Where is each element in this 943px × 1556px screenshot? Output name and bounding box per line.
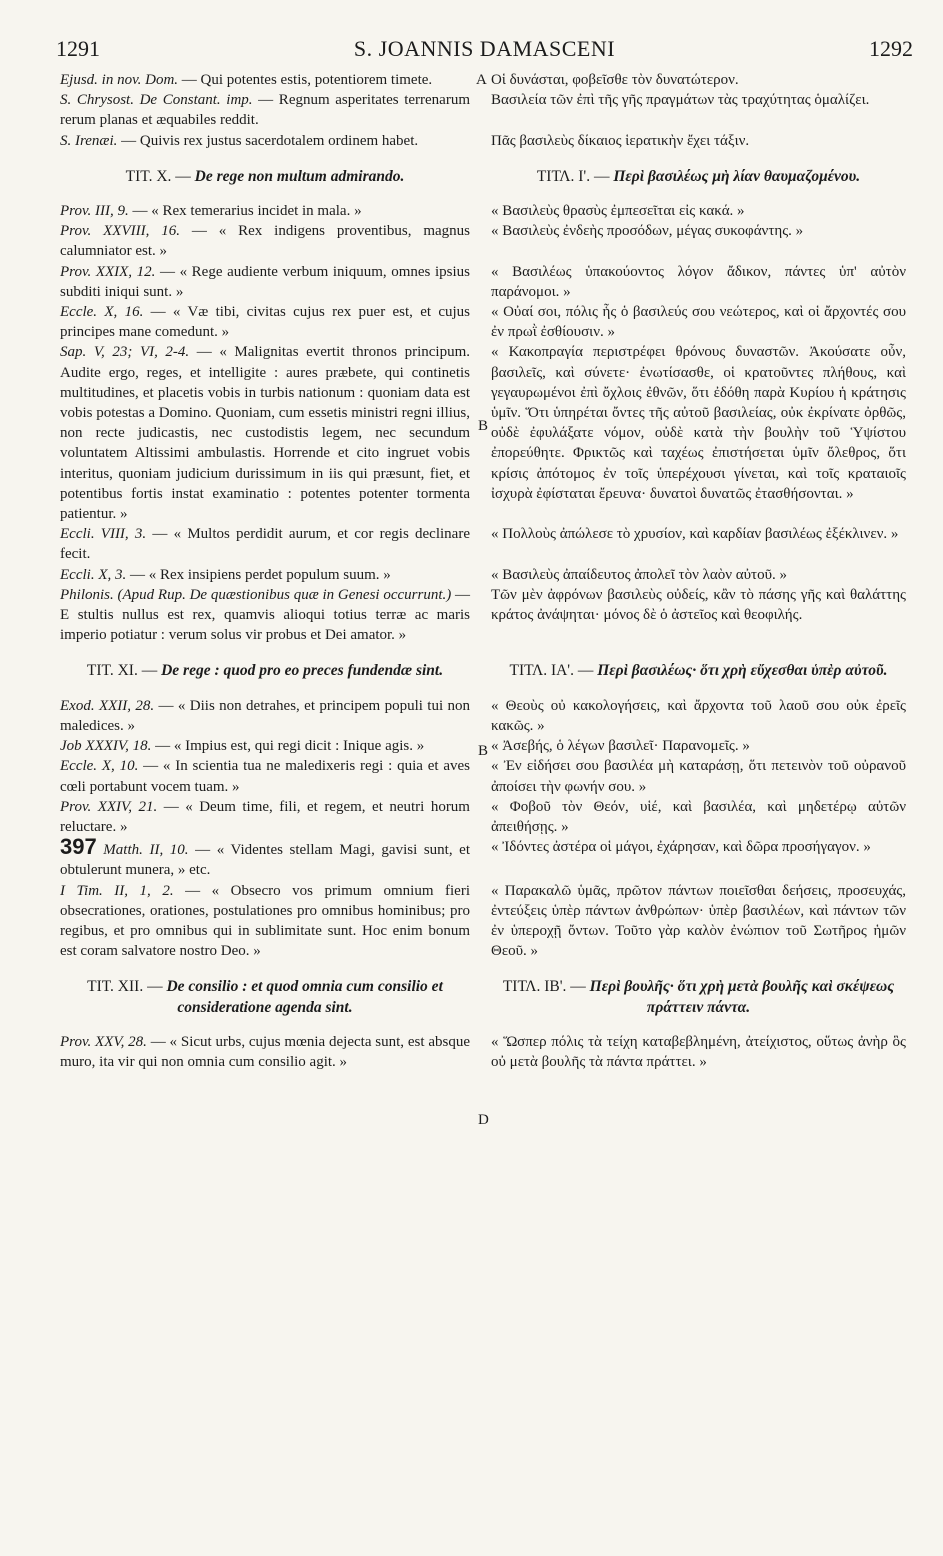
source-reference: Eccli. VIII, 3. (60, 526, 147, 543)
quotation-entry (60, 524, 470, 564)
quotation-text: — E stultis nullus est rex, quamvis alioqui totius terræ ac maris imperio potiatur : verum solus vir probus et Dei amator. » (60, 586, 471, 644)
quotation-text: « Πολλοὺς ἀπώλεσε τὸ χρυσίον, καὶ καρδίαν βασιλέως ἐξέκλινεν. » (491, 526, 899, 543)
quotation-entry (491, 342, 906, 504)
quotation-entry (60, 696, 470, 736)
quotation-text: — « Impius est, qui regi dicit : Inique agis. » (151, 738, 425, 755)
quotation-entry (491, 70, 906, 90)
quotation-text: — « Videntes stellam Magi, gavisi sunt, et obtulerunt munera, » etc. (60, 842, 470, 879)
source-reference: Prov. III, 9. (60, 203, 129, 220)
quotation-text: — « Diis non detrahes, et principem populi tui non maledices. » (60, 697, 470, 734)
source-reference: Prov. XXIX, 12. (60, 263, 156, 280)
section-title (491, 977, 906, 1017)
section-heading: De rege non multum admirando. (194, 167, 405, 185)
quotation-text: « Βασιλεὺς ἐνδεὴς προσόδων, μέγας συκοφάντης. » (491, 223, 804, 240)
quotation-entry (491, 302, 906, 342)
quotation-text: Τῶν μὲν ἀφρόνων βασιλεὺς οὐδείς, κἂν τὸ πάσης γῆς καὶ θαλάττης κράτος ἀνάψηται· μόνος δὲ ὁ ἀστεῖος καὶ θεοφιλής. (491, 586, 906, 624)
quotation-entry (491, 696, 906, 736)
margin-letter: A (476, 72, 487, 88)
quotation-text: « Παρακαλῶ ὑμᾶς, πρῶτον πάντων ποιεῖσθαι δεήσεις, προσευχάς, ἐντεύξεις ὑπὲρ πάντων ἀνθρώπων· ὑπὲρ βασιλέων, καὶ πάντων τῶν ἐν ὑπεροχῇ ὄντων. Τοῦτο γὰρ καλὸν ἐνώπιον τοῦ Σωτῆρος ἡμῶν Θεοῦ. » (491, 882, 906, 960)
source-reference: I Tim. II, 1, 2. (60, 882, 174, 899)
source-reference: S. Irenæi. (60, 132, 118, 149)
quotation-entry (60, 736, 470, 756)
section-title (491, 167, 906, 187)
greek-column (491, 70, 906, 1072)
quotation-text: « Ἰδόντες ἀστέρα οἱ μάγοι, ἐχάρησαν, καὶ δῶρα προσήγαγον. » (491, 839, 871, 856)
quotation-entry (491, 262, 906, 302)
quotation-entry (491, 797, 906, 837)
section-number: TIT. XI. — (86, 662, 162, 680)
latin-column (60, 70, 470, 1072)
quotation-entry (60, 262, 470, 302)
quotation-entry (491, 881, 906, 962)
margin-letter: B (478, 418, 489, 434)
quotation-entry (491, 565, 906, 585)
quotation-text: — « Rex temerarius incidet in mala. » (128, 203, 362, 220)
margin-letter: B (478, 743, 489, 759)
quotation-entry (60, 797, 470, 837)
quotation-entry (491, 221, 906, 241)
section-number: ΤΙΤΛ. ΙΑ'. — (509, 662, 598, 680)
page-number-right: 1292 (869, 36, 913, 61)
source-reference: Prov. XXIV, 21. (60, 798, 158, 815)
quotation-text: — Quivis rex justus sacerdotalem ordinem habet. (117, 132, 419, 149)
source-reference: Eccle. X, 10. (60, 758, 139, 775)
quotation-entry (60, 90, 470, 130)
source-reference: Prov. XXV, 28. (60, 1033, 147, 1050)
quotation-text: « Ἀσεβής, ὁ λέγων βασιλεῖ· Παρανομεῖς. » (491, 738, 750, 755)
quotation-text: — « Multos perdidit aurum, et cor regis declinare fecit. (60, 526, 470, 563)
section-title (60, 167, 470, 187)
section-heading: De rege : quod pro eo preces fundendæ sint. (161, 662, 444, 680)
quotation-entry (60, 201, 470, 221)
section-heading: De consilio : et quod omnia cum consilio et consideratione agenda sint. (166, 978, 443, 1016)
quotation-text: — « Væ tibi, civitas cujus rex puer est, et cujus principes mane comedunt. » (60, 304, 471, 341)
quotation-text: — « Malignitas evertit thronos principum. Audite ergo, reges, et intelligite : aures præbete, qui continetis multitudines, et placetis vobis in turbis nationum : quoniam data est vobis potestas a Domino. Quoniam, cum essetis ministri regni illius, non recte judicastis, nec custodistis legem, nec secundum voluntatem Altissimi ambulastis. Horrende et cito ingruet vobis interitus, quoniam judicium durissimum in iis qui præsunt, fiet, et potentibus fortis instat examinatio : potentes potenter tormenta patientur. » (60, 344, 470, 523)
quotation-entry (491, 585, 906, 625)
source-reference: Philonis. (Apud Rup. De quæstionibus quæ in Genesi occurrunt.) (60, 586, 452, 603)
quotation-entry (491, 131, 906, 151)
quotation-text: « Ὥσπερ πόλις τὰ τείχη καταβεβλημένη, ἀτείχιστος, οὕτως ἀνὴρ ὃς οὐ μετὰ βουλῆς τὰ πάντα πράττει. » (491, 1033, 906, 1070)
quotation-entry (60, 1032, 470, 1072)
source-reference: Eccle. X, 16. (60, 304, 144, 321)
quotation-text: — « In scientia tua ne maledixeris regi : quia et aves cœli portabunt vocem tuam. » (60, 758, 471, 795)
quotation-text: Οἱ δυνάσται, φοβεῖσθε τὸν δυνατώτερον. (491, 72, 739, 88)
quotation-entry (60, 565, 470, 585)
section-number: ΤΙΤΛ. Ι'. — (536, 167, 614, 185)
section-heading: Περὶ βασιλέως· ὅτι χρὴ εὔχεσθαι ὑπὲρ αὐτοῦ. (597, 662, 888, 680)
quotation-text: « Κακοπραγία περιστρέφει θρόνους δυναστῶν. Ἀκούσατε οὖν, βασιλεῖς, καὶ σύνετε· ἐνωτίσασθε, οἱ κρατοῦντες πλήθους, καὶ γεγαυρωμένοι ἐπὶ ὄχλοις ἐθνῶν, ὅτι ἐδόθη παρὰ Κυρίου ἡ κράτησις ὑμῖν. Ὅτι ὑπηρέται ὄντες τῆς αὐτοῦ βασιλείας, οὐκ ἐκρίνατε ὀρθῶς, οὐδὲ ἐφυλάξατε νόμον, οὐδὲ κατὰ τὴν βουλὴν τοῦ Ὑψίστου ἐπορεύθητε. Φρικτῶς καὶ ταχέως ἐπιστήσεται ὑμῖν ὄλεθρος, ὅτι κρίσις ἀπότομος ἐν τοῖς ὑπερέχουσι γίνεται, καὶ τοῖς κραταιοῖς ἰσχυρὰ ἐφίσταται ἔρευνα· δυνατοὶ δυνατῶς ἐτασθήσονται. » (491, 344, 906, 502)
quotation-entry (60, 585, 470, 646)
quotation-text: « Φοβοῦ τὸν Θεόν, υἱέ, καὶ βασιλέα, καὶ μηδετέρῳ αὐτῶν ἀπειθήσῃς. » (491, 798, 906, 835)
quotation-text: — « Sicut urbs, cujus mœnia dejecta sunt, est absque muro, ita vir qui non omnia cum consilio agit. » (60, 1033, 470, 1070)
quotation-entry (60, 881, 470, 962)
quotation-entry (491, 201, 906, 221)
quotation-text: — « Obsecro vos primum omnium fieri obsecrationes, orationes, postulationes pro omnibus hominibus; pro regibus, et pro omnibus qui in sublimitate sunt. Hoc enim bonum est coram salvatore nostro Deo. » (60, 882, 470, 960)
section-heading: Περὶ βασιλέως μὴ λίαν θαυμαζομένου. (613, 167, 861, 185)
quotation-text: Βασιλεία τῶν ἐπὶ τῆς γῆς πραγμάτων τὰς τραχύτητας ὁμαλίζει. (491, 92, 870, 109)
source-reference: Eccli. X, 3. (60, 566, 127, 583)
running-header (56, 36, 913, 66)
source-reference: Sap. V, 23; VI, 2-4. (60, 344, 190, 361)
quotation-entry (60, 131, 470, 151)
quotation-entry (491, 524, 906, 544)
quotation-entry (60, 834, 470, 880)
quotation-text: — « Rex insipiens perdet populum suum. » (126, 566, 391, 583)
source-reference: Job XXXIV, 18. (60, 738, 152, 755)
section-number: ΤΙΤΛ. ΙΒ'. — (502, 978, 590, 996)
source-reference: Matth. II, 10. (96, 842, 189, 859)
quotation-text: « Οὐαί σοι, πόλις ἧς ὁ βασιλεύς σου νεώτερος, καὶ οἱ ἄρχοντές σου ἐν πρωῒ ἐσθίουσιν. » (491, 304, 906, 341)
quotation-entry (60, 70, 470, 90)
section-heading: Περὶ βουλῆς· ὅτι χρὴ μετὰ βουλῆς καὶ σκέψεως πράττειν πάντα. (589, 978, 895, 1016)
quotation-entry (60, 756, 470, 796)
quotation-text: — « Rege audiente verbum iniquum, omnes ipsius subditi iniqui sunt. » (60, 263, 470, 300)
edition-page-number: 397 (60, 834, 97, 860)
quotation-entry (60, 221, 470, 261)
section-title (491, 661, 906, 681)
quotation-entry (491, 756, 906, 796)
section-title (60, 977, 470, 1017)
quotation-text: Πᾶς βασιλεὺς δίκαιος ἱερατικὴν ἔχει τάξιν. (491, 132, 750, 149)
quotation-entry (491, 837, 906, 857)
source-reference: S. Chrysost. De Constant. imp. (60, 92, 253, 109)
quotation-entry (491, 90, 906, 110)
section-title (60, 661, 470, 681)
quotation-text: « Βασιλέως ὑπακούοντος λόγον ἄδικον, πάντες ὑπ' αὐτὸν παράνομοι. » (491, 263, 906, 300)
page-number-left: 1291 (56, 36, 100, 61)
margin-letter: D (478, 1112, 489, 1128)
source-reference: Exod. XXII, 28. (60, 697, 155, 714)
quotation-text: — Qui potentes estis, potentiorem timete. (178, 72, 433, 88)
quotation-text: « Θεοὺς οὐ κακολογήσεις, καὶ ἄρχοντα τοῦ λαοῦ σου οὐκ ἐρεῖς κακῶς. » (491, 697, 906, 734)
source-reference: Prov. XXVIII, 16. (60, 223, 180, 240)
quotation-entry (60, 342, 470, 524)
quotation-text: — « Deum time, fili, et regem, et neutri horum reluctare. » (60, 798, 470, 835)
quotation-entry (60, 302, 470, 342)
section-number: TIT. XII. — (87, 978, 167, 996)
quotation-text: « Βασιλεὺς θρασὺς ἐμπεσεῖται εἰς κακά. » (491, 203, 745, 220)
section-number: TIT. X. — (125, 167, 195, 185)
running-title: S. JOANNIS DAMASCENI (353, 36, 616, 61)
quotation-text: — « Rex indigens proventibus, magnus calumniator est. » (60, 223, 470, 260)
source-reference: Ejusd. in nov. Dom. (60, 72, 179, 88)
quotation-entry (491, 736, 906, 756)
quotation-entry (491, 1032, 906, 1072)
quotation-text: « Ἐν εἰδήσει σου βασιλέα μὴ καταράσῃ, ὅτι πετεινὸν τοῦ οὐρανοῦ ἀποίσει τὴν φωνήν σου. » (491, 758, 906, 795)
quotation-text: — Regnum asperitates terrenarum rerum planas et æquabiles reddit. (60, 92, 470, 129)
quotation-text: « Βασιλεὺς ἀπαίδευτος ἀπολεῖ τὸν λαὸν αὐτοῦ. » (491, 566, 788, 583)
